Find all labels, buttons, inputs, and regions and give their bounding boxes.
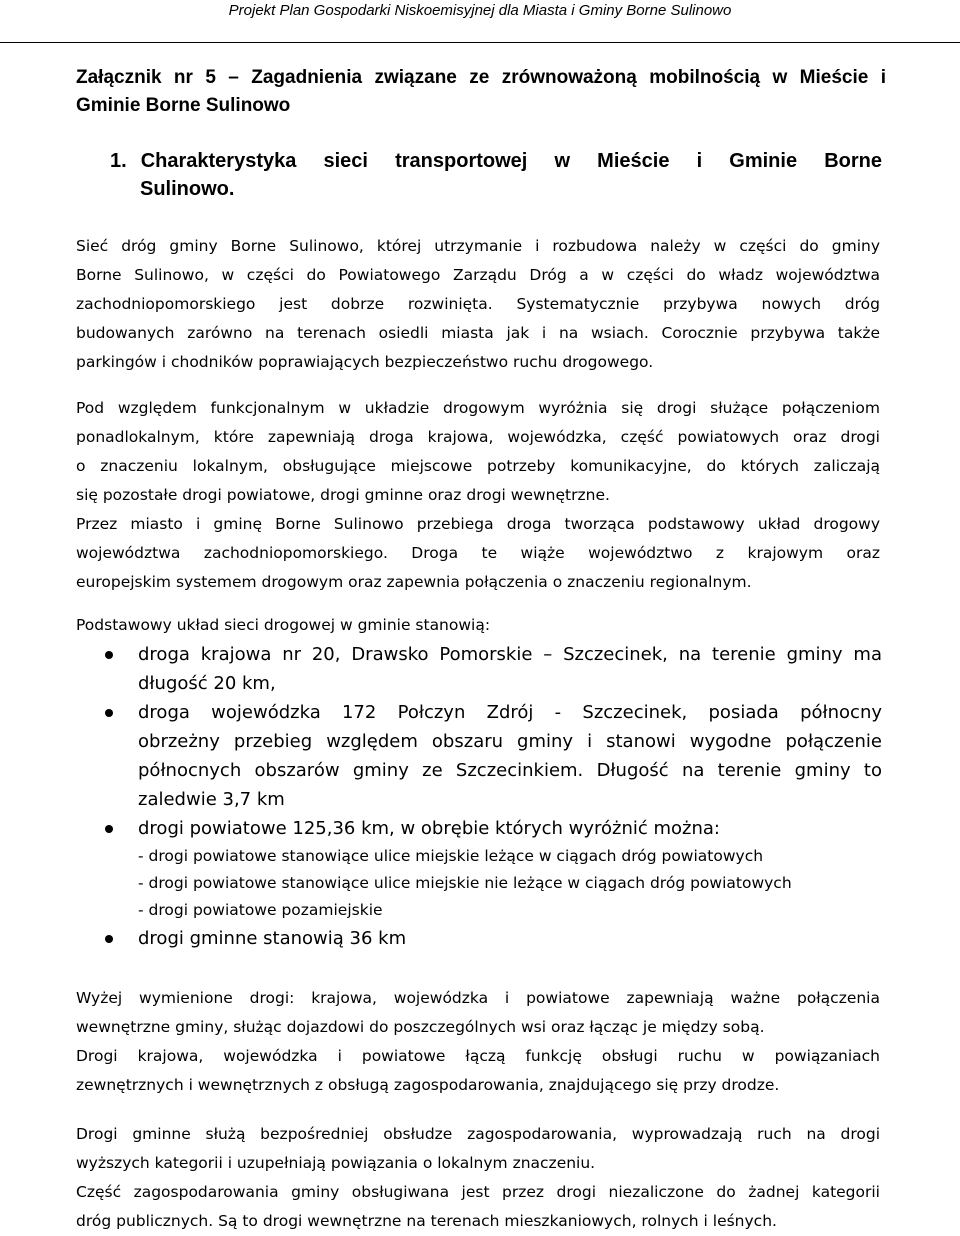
annex-title-line: Gminie Borne Sulinowo (76, 95, 291, 116)
list-item-line: zaledwie 3,7 km (138, 789, 285, 810)
paragraph-line: Przez miasto i gminę Borne Sulinowo przebiega droga tworząca podstawowy układ drogowy (76, 515, 880, 533)
list-item (76, 640, 882, 698)
paragraph-line: europejskim systemem drogowym oraz zapewnia połączenia o znaczeniu regionalnym. (76, 573, 752, 591)
bullet-icon (105, 709, 113, 717)
list-intro (76, 611, 880, 640)
sub-item: - drogi powiatowe pozamiejskie (138, 901, 383, 919)
paragraph-line: ponadlokalnym, które zapewniają droga krajowa, wojewódzka, część powiatowych oraz drogi (76, 428, 880, 446)
paragraph-line: się pozostałe drogi powiatowe, drogi gminne oraz drogi wewnętrzne. (76, 486, 610, 504)
paragraph-line: zewnętrznych i wewnętrznych z obsługą zagospodarowania, znajdującego się przy drodze. (76, 1076, 780, 1094)
annex-title (76, 64, 886, 120)
list-item-line: droga krajowa nr 20, Drawsko Pomorskie – Szczecinek, na terenie gminy ma (138, 644, 882, 665)
paragraph-line: Drogi gminne służą bezpośredniej obsłudze zagospodarowania, wyprowadzają ruch na drogi (76, 1125, 880, 1143)
road-list (76, 640, 882, 953)
paragraph-line: zachodniopomorskiego jest dobrze rozwinięta. Systematycznie przybywa nowych dróg (76, 295, 880, 313)
paragraph-line: parkingów i chodników poprawiających bezpieczeństwo ruchu drogowego. (76, 353, 654, 371)
list-item (76, 924, 882, 953)
paragraph-line: Drogi krajowa, wojewódzka i powiatowe łączą funkcję obsługi ruchu w powiązaniach (76, 1047, 880, 1065)
section-title-part2: Sulinowo. (140, 178, 235, 200)
bullet-icon (105, 825, 113, 833)
paragraph-line: o znaczeniu lokalnym, obsługujące miejscowe potrzeby komunikacyjne, do których zaliczają (76, 457, 880, 475)
paragraph-connections (76, 984, 880, 1100)
paragraph-functional (76, 394, 880, 597)
list-item-line: drogi gminne stanowią 36 km (138, 928, 407, 949)
paragraph-line: Pod względem funkcjonalnym w układzie drogowym wyróżnia się drogi służące połączeniom (76, 399, 880, 417)
paragraph-line: dróg publicznych. Są to drogi wewnętrzne na terenach mieszkaniowych, rolnych i leśnych. (76, 1212, 777, 1230)
paragraph-line: Wyżej wymienione drogi: krajowa, wojewódzka i powiatowe zapewniają ważne połączenia (76, 989, 880, 1007)
paragraph-line: wewnętrzne gminy, służąc dojazdowi do poszczególnych wsi oraz łącząc je między sobą. (76, 1018, 765, 1036)
sub-item: - drogi powiatowe stanowiące ulice miejskie nie leżące w ciągach dróg powiatowych (138, 874, 792, 892)
paragraph-municipal-roads (76, 1120, 880, 1236)
list-item-line: drogi powiatowe 125,36 km, w obrębie których wyróżnić można: (138, 818, 720, 839)
list-item (76, 698, 882, 814)
bullet-icon (105, 935, 113, 943)
list-item-line: długość 20 km, (138, 673, 276, 694)
paragraph-line: budowanych zarówno na terenach osiedli miasta jak i na wsiach. Corocznie przybywa także (76, 324, 880, 342)
annex-title-line: Załącznik nr 5 – Zagadnienia związane ze zrównoważoną mobilnością w Mieście i (76, 67, 886, 88)
paragraph-road-network (76, 232, 880, 377)
list-intro-text: Podstawowy układ sieci drogowej w gminie stanowią: (76, 616, 491, 634)
section-heading (110, 147, 882, 203)
list-item (76, 814, 882, 924)
section-heading-line (110, 147, 882, 175)
section-number: 1. (110, 150, 127, 172)
paragraph-line: województwa zachodniopomorskiego. Droga te wiąże województwo z krajowym oraz (76, 544, 880, 562)
paragraph-line: Sieć dróg gminy Borne Sulinowo, której utrzymanie i rozbudowa należy w części do gminy (76, 237, 880, 255)
paragraph-line: wyższych kategorii i uzupełniają powiązania o lokalnym znaczeniu. (76, 1154, 596, 1172)
list-item-line: obrzeżny przebieg względem obszaru gminy i stanowi wygodne połączenie (138, 731, 882, 752)
paragraph-line: Część zagospodarowania gminy obsługiwana jest przez drogi niezaliczone do żadnej kategorii (76, 1183, 880, 1201)
section-title-part1: Charakterystyka sieci transportowej w Mieście i Gminie Borne (140, 150, 882, 172)
sub-item: - drogi powiatowe stanowiące ulice miejskie leżące w ciągach dróg powiatowych (138, 847, 764, 865)
paragraph-line: Borne Sulinowo, w części do Powiatowego Zarządu Dróg a w części do władz województwa (76, 266, 880, 284)
running-title: Projekt Plan Gospodarki Niskoemisyjnej dla Miasta i Gminy Borne Sulinowo (228, 2, 732, 19)
list-item-line: północnych obszarów gminy ze Szczecinkiem. Długość na terenie gminy to (138, 760, 882, 781)
bullet-icon (105, 651, 113, 659)
list-item-line: droga wojewódzka 172 Połczyn Zdrój - Szczecinek, posiada północny (138, 702, 882, 723)
page-header (0, 0, 960, 43)
